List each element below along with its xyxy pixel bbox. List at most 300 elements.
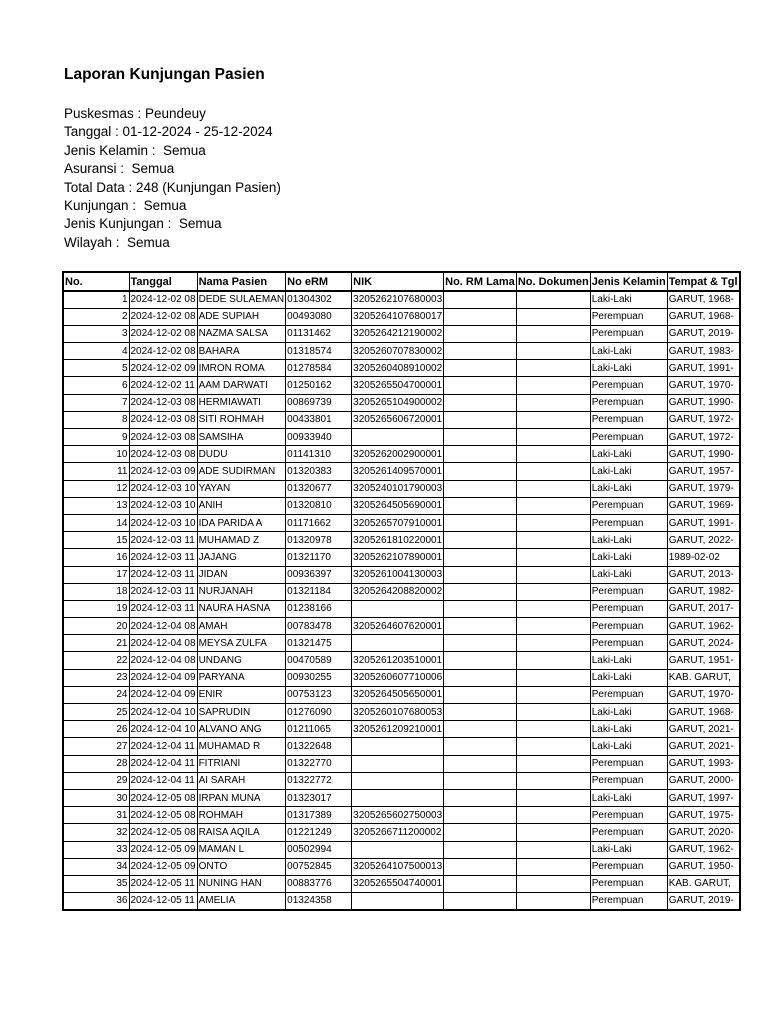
table-row xyxy=(63,583,740,600)
cell-no-erm: 01141310 xyxy=(286,446,352,463)
cell-no-erm: 01171662 xyxy=(286,514,352,531)
cell-no-rm-lama xyxy=(444,841,517,858)
cell-tempat-tgl: GARUT, 1991- xyxy=(667,514,739,531)
col-nik: NIK xyxy=(352,272,444,291)
cell-no-erm: 01321475 xyxy=(286,635,352,652)
cell-tempat-tgl: GARUT, 2021- xyxy=(667,738,739,755)
cell-nama-pasien: AMAH xyxy=(197,618,286,635)
cell-no: 23 xyxy=(63,669,129,686)
cell-tanggal: 2024-12-05 11 xyxy=(129,893,197,910)
cell-no: 29 xyxy=(63,772,129,789)
cell-no-dokumen xyxy=(516,343,590,360)
cell-tanggal: 2024-12-05 09 xyxy=(129,858,197,875)
cell-no-dokumen xyxy=(516,618,590,635)
cell-tanggal: 2024-12-04 08 xyxy=(129,635,197,652)
cell-tempat-tgl: GARUT, 2000- xyxy=(667,772,739,789)
cell-tanggal: 2024-12-04 10 xyxy=(129,704,197,721)
cell-nama-pasien: AMELIA xyxy=(197,893,286,910)
cell-tanggal: 2024-12-03 11 xyxy=(129,566,197,583)
cell-nik: 3205261409570001 xyxy=(352,463,444,480)
cell-jenis-kelamin: Laki-Laki xyxy=(590,789,667,806)
cell-nama-pasien: JIDAN xyxy=(197,566,286,583)
cell-no: 13 xyxy=(63,497,129,514)
cell-nik: 3205264607620001 xyxy=(352,618,444,635)
cell-no-dokumen xyxy=(516,360,590,377)
cell-no-dokumen xyxy=(516,807,590,824)
table-row xyxy=(63,291,740,308)
cell-no-rm-lama xyxy=(444,635,517,652)
table-row xyxy=(63,480,740,497)
cell-no-erm: 00936397 xyxy=(286,566,352,583)
cell-no-dokumen xyxy=(516,600,590,617)
cell-no-erm: 01317389 xyxy=(286,807,352,824)
cell-no-rm-lama xyxy=(444,325,517,342)
cell-no-rm-lama xyxy=(444,514,517,531)
cell-nik: 3205264107500013 xyxy=(352,858,444,875)
cell-nama-pasien: RAISA AQILA xyxy=(197,824,286,841)
cell-tempat-tgl: GARUT, 1972- xyxy=(667,429,739,446)
cell-no-dokumen xyxy=(516,514,590,531)
cell-no-dokumen xyxy=(516,411,590,428)
col-no-dokumen: No. Dokumen xyxy=(516,272,590,291)
cell-jenis-kelamin: Laki-Laki xyxy=(590,738,667,755)
cell-nik: 3205262107680003 xyxy=(352,291,444,308)
table-row xyxy=(63,600,740,617)
table-row xyxy=(63,343,740,360)
cell-nama-pasien: ENIR xyxy=(197,686,286,703)
cell-tanggal: 2024-12-03 08 xyxy=(129,429,197,446)
cell-no: 25 xyxy=(63,704,129,721)
cell-jenis-kelamin: Perempuan xyxy=(590,755,667,772)
cell-no-dokumen xyxy=(516,532,590,549)
cell-no-rm-lama xyxy=(444,858,517,875)
cell-no-rm-lama xyxy=(444,824,517,841)
cell-jenis-kelamin: Laki-Laki xyxy=(590,841,667,858)
cell-nik: 3205265606720001 xyxy=(352,411,444,428)
cell-no-dokumen xyxy=(516,635,590,652)
table-row xyxy=(63,893,740,910)
cell-nama-pasien: NAZMA SALSA xyxy=(197,325,286,342)
cell-tanggal: 2024-12-05 08 xyxy=(129,789,197,806)
table-row xyxy=(63,463,740,480)
cell-no-dokumen xyxy=(516,858,590,875)
cell-tanggal: 2024-12-03 08 xyxy=(129,446,197,463)
cell-tempat-tgl: GARUT, 1962- xyxy=(667,841,739,858)
table-row xyxy=(63,669,740,686)
cell-no-dokumen xyxy=(516,394,590,411)
cell-tanggal: 2024-12-03 10 xyxy=(129,514,197,531)
cell-nik: 3205261004130003 xyxy=(352,566,444,583)
cell-nik: 3205265707910001 xyxy=(352,514,444,531)
cell-jenis-kelamin: Perempuan xyxy=(590,377,667,394)
cell-no-rm-lama xyxy=(444,291,517,308)
cell-no: 26 xyxy=(63,721,129,738)
cell-nik xyxy=(352,893,444,910)
table-row xyxy=(63,308,740,325)
cell-jenis-kelamin: Perempuan xyxy=(590,772,667,789)
cell-no-erm: 00933940 xyxy=(286,429,352,446)
table-row xyxy=(63,566,740,583)
cell-jenis-kelamin: Perempuan xyxy=(590,875,667,892)
table-row xyxy=(63,377,740,394)
cell-nik: 3205266711200002 xyxy=(352,824,444,841)
cell-tempat-tgl: GARUT, 1982- xyxy=(667,583,739,600)
cell-tempat-tgl: GARUT, 1970- xyxy=(667,377,739,394)
meta-wilayah: Wilayah : Semua xyxy=(64,234,170,250)
col-nama-pasien: Nama Pasien xyxy=(197,272,286,291)
cell-tanggal: 2024-12-02 08 xyxy=(129,308,197,325)
cell-tanggal: 2024-12-04 11 xyxy=(129,738,197,755)
cell-nama-pasien: MUHAMAD R xyxy=(197,738,286,755)
cell-jenis-kelamin: Laki-Laki xyxy=(590,704,667,721)
cell-tanggal: 2024-12-03 11 xyxy=(129,600,197,617)
cell-tanggal: 2024-12-03 08 xyxy=(129,394,197,411)
cell-nama-pasien: FITRIANI xyxy=(197,755,286,772)
cell-no-dokumen xyxy=(516,480,590,497)
table-row xyxy=(63,858,740,875)
cell-no-rm-lama xyxy=(444,893,517,910)
cell-no-erm: 01238166 xyxy=(286,600,352,617)
cell-no: 34 xyxy=(63,858,129,875)
cell-no-dokumen xyxy=(516,824,590,841)
cell-tanggal: 2024-12-05 11 xyxy=(129,875,197,892)
cell-tanggal: 2024-12-02 11 xyxy=(129,377,197,394)
cell-tempat-tgl: GARUT, 2017- xyxy=(667,600,739,617)
cell-tanggal: 2024-12-04 09 xyxy=(129,686,197,703)
cell-no: 14 xyxy=(63,514,129,531)
cell-no: 17 xyxy=(63,566,129,583)
cell-nik: 3205264208820002 xyxy=(352,583,444,600)
cell-no-rm-lama xyxy=(444,669,517,686)
cell-jenis-kelamin: Laki-Laki xyxy=(590,549,667,566)
cell-no-rm-lama xyxy=(444,532,517,549)
cell-nama-pasien: ALVANO ANG xyxy=(197,721,286,738)
cell-nik xyxy=(352,841,444,858)
cell-jenis-kelamin: Perempuan xyxy=(590,308,667,325)
cell-no-erm: 01221249 xyxy=(286,824,352,841)
table-row xyxy=(63,497,740,514)
cell-nik: 3205265602750003 xyxy=(352,807,444,824)
cell-tempat-tgl: GARUT, 2022- xyxy=(667,532,739,549)
cell-tempat-tgl: 1989-02-02 xyxy=(667,549,739,566)
cell-nama-pasien: DUDU xyxy=(197,446,286,463)
cell-tempat-tgl: GARUT, 1991- xyxy=(667,360,739,377)
meta-asuransi: Asuransi : Semua xyxy=(64,161,175,177)
cell-nama-pasien: NAURA HASNA xyxy=(197,600,286,617)
meta-tanggal: Tanggal : 01-12-2024 - 25-12-2024 xyxy=(64,124,273,140)
cell-tempat-tgl: GARUT, 2019- xyxy=(667,893,739,910)
cell-no-dokumen xyxy=(516,841,590,858)
cell-nik: 3205260707830002 xyxy=(352,343,444,360)
cell-nik xyxy=(352,755,444,772)
cell-no-dokumen xyxy=(516,566,590,583)
cell-no-rm-lama xyxy=(444,549,517,566)
cell-jenis-kelamin: Perempuan xyxy=(590,497,667,514)
table-row xyxy=(63,807,740,824)
cell-no-erm: 00433801 xyxy=(286,411,352,428)
cell-no: 10 xyxy=(63,446,129,463)
cell-tanggal: 2024-12-03 11 xyxy=(129,532,197,549)
table-row xyxy=(63,704,740,721)
cell-nama-pasien: ADE SUDIRMAN xyxy=(197,463,286,480)
cell-nik: 3205260408910002 xyxy=(352,360,444,377)
cell-no-erm: 01320677 xyxy=(286,480,352,497)
cell-no-erm: 01278584 xyxy=(286,360,352,377)
cell-jenis-kelamin: Laki-Laki xyxy=(590,360,667,377)
cell-no-rm-lama xyxy=(444,618,517,635)
cell-no-erm: 01131462 xyxy=(286,325,352,342)
cell-nik: 3205262002900001 xyxy=(352,446,444,463)
meta-jenis-kelamin: Jenis Kelamin : Semua xyxy=(64,142,206,158)
cell-no-erm: 01320978 xyxy=(286,532,352,549)
table-row xyxy=(63,841,740,858)
meta-puskesmas: Puskesmas : Peundeuy xyxy=(64,106,206,121)
table-row xyxy=(63,514,740,531)
cell-tempat-tgl: KAB. GARUT, xyxy=(667,875,739,892)
cell-no-dokumen xyxy=(516,497,590,514)
cell-nama-pasien: DEDE SULAEMAN xyxy=(197,291,286,308)
cell-tempat-tgl: GARUT, 1957- xyxy=(667,463,739,480)
cell-nama-pasien: PARYANA xyxy=(197,669,286,686)
cell-tempat-tgl: GARUT, 1972- xyxy=(667,411,739,428)
table-row xyxy=(63,721,740,738)
cell-no-dokumen xyxy=(516,875,590,892)
cell-tempat-tgl: GARUT, 1951- xyxy=(667,652,739,669)
cell-no-rm-lama xyxy=(444,497,517,514)
cell-jenis-kelamin: Perempuan xyxy=(590,635,667,652)
cell-nik xyxy=(352,600,444,617)
cell-no-rm-lama xyxy=(444,772,517,789)
cell-nama-pasien: ROHMAH xyxy=(197,807,286,824)
cell-no-erm: 00752845 xyxy=(286,858,352,875)
cell-no-dokumen xyxy=(516,377,590,394)
table-row xyxy=(63,549,740,566)
table-row xyxy=(63,394,740,411)
cell-jenis-kelamin: Laki-Laki xyxy=(590,463,667,480)
cell-nik xyxy=(352,772,444,789)
cell-no-rm-lama xyxy=(444,566,517,583)
col-no-rm-lama: No. RM Lama xyxy=(444,272,517,291)
cell-no-erm: 01322772 xyxy=(286,772,352,789)
cell-no-dokumen xyxy=(516,669,590,686)
cell-tempat-tgl: GARUT, 1969- xyxy=(667,497,739,514)
cell-no-dokumen xyxy=(516,583,590,600)
cell-no-dokumen xyxy=(516,686,590,703)
cell-tanggal: 2024-12-04 08 xyxy=(129,652,197,669)
cell-no-rm-lama xyxy=(444,583,517,600)
cell-no-erm: 00883776 xyxy=(286,875,352,892)
cell-no-dokumen xyxy=(516,463,590,480)
cell-no-rm-lama xyxy=(444,463,517,480)
cell-jenis-kelamin: Perempuan xyxy=(590,893,667,910)
cell-no: 28 xyxy=(63,755,129,772)
cell-tanggal: 2024-12-03 10 xyxy=(129,480,197,497)
cell-jenis-kelamin: Laki-Laki xyxy=(590,669,667,686)
cell-jenis-kelamin: Perempuan xyxy=(590,411,667,428)
cell-no-erm: 01320383 xyxy=(286,463,352,480)
cell-no-dokumen xyxy=(516,755,590,772)
table-row xyxy=(63,411,740,428)
cell-no-rm-lama xyxy=(444,807,517,824)
cell-no-erm: 01321184 xyxy=(286,583,352,600)
cell-no-dokumen xyxy=(516,308,590,325)
cell-no: 1 xyxy=(63,291,129,308)
cell-nik: 3205264212190002 xyxy=(352,325,444,342)
cell-jenis-kelamin: Perempuan xyxy=(590,600,667,617)
cell-jenis-kelamin: Perempuan xyxy=(590,325,667,342)
cell-no-erm: 00869739 xyxy=(286,394,352,411)
cell-no-erm: 00502994 xyxy=(286,841,352,858)
col-no: No. xyxy=(63,272,129,291)
cell-nama-pasien: SITI ROHMAH xyxy=(197,411,286,428)
cell-no-erm: 00930255 xyxy=(286,669,352,686)
table-row xyxy=(63,652,740,669)
cell-tanggal: 2024-12-05 08 xyxy=(129,807,197,824)
cell-tempat-tgl: GARUT, 1970- xyxy=(667,686,739,703)
table-row xyxy=(63,429,740,446)
cell-no-dokumen xyxy=(516,446,590,463)
cell-jenis-kelamin: Perempuan xyxy=(590,686,667,703)
cell-no: 6 xyxy=(63,377,129,394)
cell-no-erm: 00783478 xyxy=(286,618,352,635)
cell-no-rm-lama xyxy=(444,360,517,377)
cell-nik: 3205264107680017 xyxy=(352,308,444,325)
cell-tanggal: 2024-12-03 11 xyxy=(129,549,197,566)
cell-no: 36 xyxy=(63,893,129,910)
cell-no: 12 xyxy=(63,480,129,497)
cell-no-erm: 00493080 xyxy=(286,308,352,325)
cell-tanggal: 2024-12-04 10 xyxy=(129,721,197,738)
cell-nama-pasien: NUNING HAN xyxy=(197,875,286,892)
cell-nama-pasien: JAJANG xyxy=(197,549,286,566)
cell-no-erm: 01322770 xyxy=(286,755,352,772)
cell-nama-pasien: NURJANAH xyxy=(197,583,286,600)
cell-no-erm: 00753123 xyxy=(286,686,352,703)
cell-tanggal: 2024-12-05 08 xyxy=(129,824,197,841)
cell-nama-pasien: MEYSA ZULFA xyxy=(197,635,286,652)
cell-jenis-kelamin: Perempuan xyxy=(590,824,667,841)
cell-nama-pasien: IDA PARIDA A xyxy=(197,514,286,531)
cell-no: 4 xyxy=(63,343,129,360)
cell-no: 5 xyxy=(63,360,129,377)
table-row xyxy=(63,755,740,772)
cell-nik: 3205261203510001 xyxy=(352,652,444,669)
meta-total-data: Total Data : 248 (Kunjungan Pasien) xyxy=(64,179,281,195)
cell-tanggal: 2024-12-02 09 xyxy=(129,360,197,377)
cell-nama-pasien: ONTO xyxy=(197,858,286,875)
cell-no: 7 xyxy=(63,394,129,411)
cell-tempat-tgl: GARUT, 2013- xyxy=(667,566,739,583)
visit-table xyxy=(62,271,741,911)
cell-no-dokumen xyxy=(516,789,590,806)
cell-no: 16 xyxy=(63,549,129,566)
cell-no-rm-lama xyxy=(444,394,517,411)
cell-nik: 3205265504740001 xyxy=(352,875,444,892)
cell-no: 24 xyxy=(63,686,129,703)
cell-tempat-tgl: GARUT, 1993- xyxy=(667,755,739,772)
cell-no-rm-lama xyxy=(444,704,517,721)
cell-no: 22 xyxy=(63,652,129,669)
table-row xyxy=(63,360,740,377)
cell-tanggal: 2024-12-03 08 xyxy=(129,411,197,428)
cell-no-erm: 01318574 xyxy=(286,343,352,360)
cell-no-rm-lama xyxy=(444,377,517,394)
cell-nik: 3205260607710006 xyxy=(352,669,444,686)
cell-no-dokumen xyxy=(516,429,590,446)
cell-nama-pasien: ADE SUPIAH xyxy=(197,308,286,325)
cell-no-erm: 01250162 xyxy=(286,377,352,394)
cell-tanggal: 2024-12-04 08 xyxy=(129,618,197,635)
cell-nama-pasien: BAHARA xyxy=(197,343,286,360)
cell-tanggal: 2024-12-03 11 xyxy=(129,583,197,600)
cell-tanggal: 2024-12-02 08 xyxy=(129,291,197,308)
cell-jenis-kelamin: Perempuan xyxy=(590,618,667,635)
cell-nik: 3205261810220001 xyxy=(352,532,444,549)
cell-no-dokumen xyxy=(516,704,590,721)
cell-jenis-kelamin: Perempuan xyxy=(590,429,667,446)
cell-tempat-tgl: GARUT, 2024- xyxy=(667,635,739,652)
cell-no: 18 xyxy=(63,583,129,600)
cell-nik: 3205260107680053 xyxy=(352,704,444,721)
cell-tanggal: 2024-12-02 08 xyxy=(129,325,197,342)
cell-no: 15 xyxy=(63,532,129,549)
cell-no: 11 xyxy=(63,463,129,480)
cell-nama-pasien: ANIH xyxy=(197,497,286,514)
cell-nik xyxy=(352,738,444,755)
cell-jenis-kelamin: Laki-Laki xyxy=(590,446,667,463)
cell-no: 19 xyxy=(63,600,129,617)
cell-jenis-kelamin: Perempuan xyxy=(590,807,667,824)
cell-no-rm-lama xyxy=(444,686,517,703)
cell-no-rm-lama xyxy=(444,429,517,446)
cell-tempat-tgl: GARUT, 1962- xyxy=(667,618,739,635)
cell-tempat-tgl: GARUT, 2020- xyxy=(667,824,739,841)
meta-jenis-kunjungan: Jenis Kunjungan : Semua xyxy=(64,216,222,232)
meta-kunjungan: Kunjungan : Semua xyxy=(64,198,187,214)
cell-jenis-kelamin: Perempuan xyxy=(590,514,667,531)
table-row xyxy=(63,789,740,806)
cell-tempat-tgl: GARUT, 1950- xyxy=(667,858,739,875)
cell-nama-pasien: SAMSIHA xyxy=(197,429,286,446)
table-row xyxy=(63,618,740,635)
cell-no: 35 xyxy=(63,875,129,892)
table-row xyxy=(63,446,740,463)
table-row xyxy=(63,738,740,755)
cell-jenis-kelamin: Perempuan xyxy=(590,583,667,600)
cell-nik: 3205265504700001 xyxy=(352,377,444,394)
cell-tempat-tgl: GARUT, 1975- xyxy=(667,807,739,824)
cell-nik: 3205264505690001 xyxy=(352,497,444,514)
cell-nik: 3205265104900002 xyxy=(352,394,444,411)
cell-no-rm-lama xyxy=(444,308,517,325)
cell-no-erm: 01322648 xyxy=(286,738,352,755)
cell-nik xyxy=(352,789,444,806)
cell-no-dokumen xyxy=(516,738,590,755)
cell-no: 20 xyxy=(63,618,129,635)
col-tanggal: Tanggal xyxy=(129,272,197,291)
cell-no: 2 xyxy=(63,308,129,325)
cell-nama-pasien: UNDANG xyxy=(197,652,286,669)
cell-no-rm-lama xyxy=(444,738,517,755)
cell-nama-pasien: AAM DARWATI xyxy=(197,377,286,394)
cell-tempat-tgl: KAB. GARUT, xyxy=(667,669,739,686)
cell-tempat-tgl: GARUT, 1990- xyxy=(667,446,739,463)
cell-no-rm-lama xyxy=(444,721,517,738)
cell-nik xyxy=(352,635,444,652)
cell-tanggal: 2024-12-04 11 xyxy=(129,772,197,789)
cell-tempat-tgl: GARUT, 1968- xyxy=(667,291,739,308)
cell-no-rm-lama xyxy=(444,411,517,428)
